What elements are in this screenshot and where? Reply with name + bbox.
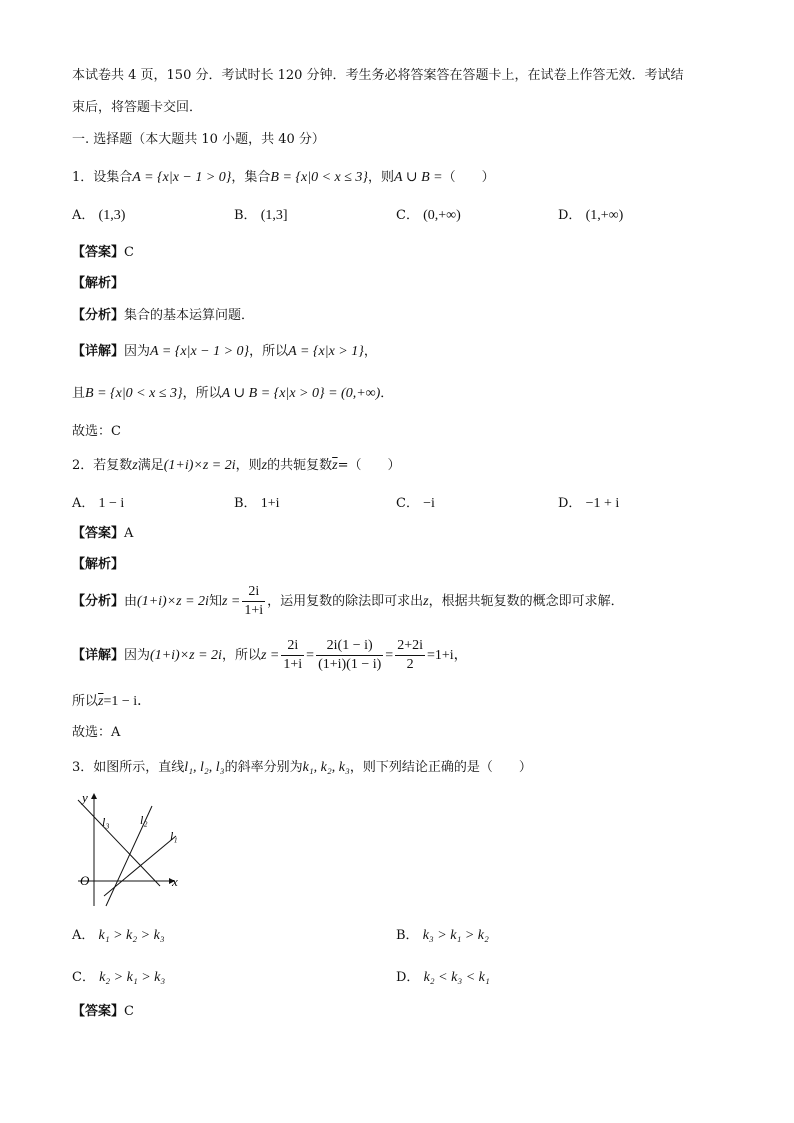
l2-label: l₂ — [140, 813, 148, 827]
q1-option-b: B． (1,3] — [234, 208, 288, 223]
q2-fenxi-fraction: $\frac{2i}{1+i}$ — [244, 584, 264, 618]
q3-option-b: B． k₃ > k₁ > k₂ — [396, 928, 489, 943]
q3-answer: 【答案】C — [72, 1004, 134, 1019]
q3-option-a: A． k₁ > k₂ > k₃ — [72, 928, 165, 943]
q2-conjugate: 所以$\overline{z}=1 - i$． — [72, 694, 152, 709]
q1-option-c: C． (0,+∞) — [396, 208, 461, 223]
q2-option-c: C． −i — [396, 496, 435, 511]
q2-fenxi: 【分析】由(1+i)×z = 2i知z = $\frac{2i}{1+i}$ ，运用复数的除法即可求出z，根据共轭复数的概念即可求解． — [72, 584, 624, 618]
q3-option-c: C． k₂ > k₁ > k₃ — [72, 970, 166, 985]
q1-analysis-label: 【解析】 — [72, 276, 125, 291]
q3-stem: 3．如图所示，直线l₁, l₂, l₃的斜率分别为k₁, k₂, k₃，则下列结论正确的是（ ） — [72, 760, 532, 775]
x-label: x — [172, 874, 178, 889]
q1-option-d: D． (1,+∞) — [558, 208, 624, 223]
q2-fraction-2: $\frac{2i(1 - i)}{(1+i)(1 - i)}$ — [318, 638, 382, 672]
origin-label: O — [80, 873, 90, 888]
q2-choice: 故选：A — [72, 725, 121, 740]
q2-answer: 【答案】A — [72, 526, 134, 541]
line-l1 — [104, 836, 176, 896]
q1-answer: 【答案】C — [72, 245, 134, 260]
q2-fraction-1: $\frac{2i}{1+i}$ — [283, 638, 303, 672]
y-label: y — [82, 790, 88, 805]
q2-fraction-3: $\frac{2+2i}{2}$ — [397, 638, 423, 672]
q2-detail: 【详解】因为(1+i)×z = 2i，所以z = $\frac{2i}{1+i}$ = $\frac{2i(1 - i)}{(1+i)(1 - i)}$ = $\frac{2+2i}{2}$ =1+i， — [72, 638, 468, 672]
q1-detail-1: 【详解】因为A = {x|x − 1 > 0}，所以A = {x|x > 1}， — [72, 344, 377, 359]
line-l3 — [78, 800, 160, 886]
q2-stem: 2．若复数z满足(1+i)×z = 2i，则z的共轭复数$\overline{z}=$（ ） — [72, 458, 401, 473]
q2-analysis-label: 【解析】 — [72, 557, 125, 572]
q3-figure — [70, 788, 190, 913]
q1-stem: 1．设集合A = {x|x − 1 > 0}，集合B = {x|0 < x ≤ 3}，则A ∪ B =（ ） — [72, 170, 495, 185]
q2-option-a: A． 1 − i — [72, 496, 125, 511]
q2-option-d: D． −1 + i — [558, 496, 620, 511]
q1-set-b: B = {x|0 < x ≤ 3} — [270, 170, 369, 185]
q2-option-b: B． 1+i — [234, 496, 280, 511]
section-title: 一. 选择题（本大题共 10 小题，共 40 分） — [72, 132, 325, 147]
q3-option-d: D． k₂ < k₃ < k₁ — [396, 970, 490, 985]
intro-line-1: 本试卷共 4 页，150 分．考试时长 120 分钟．考生务必将答案答在答题卡上，在试卷上作答无效．考试结 — [72, 68, 684, 83]
l3-label: l₃ — [102, 815, 110, 829]
q1-choice: 故选：C — [72, 424, 121, 439]
q1-option-a: A． (1,3) — [72, 208, 126, 223]
l1-label: l₁ — [170, 829, 178, 843]
q1-set-a: A = {x|x − 1 > 0} — [132, 170, 232, 185]
q1-detail-2: 且B = {x|0 < x ≤ 3}，所以A ∪ B = {x|x > 0} = (0,+∞)． — [72, 386, 394, 401]
q1-fenxi: 【分析】集合的基本运算问题． — [72, 308, 255, 323]
intro-line-2: 束后，将答题卡交回． — [72, 100, 203, 115]
